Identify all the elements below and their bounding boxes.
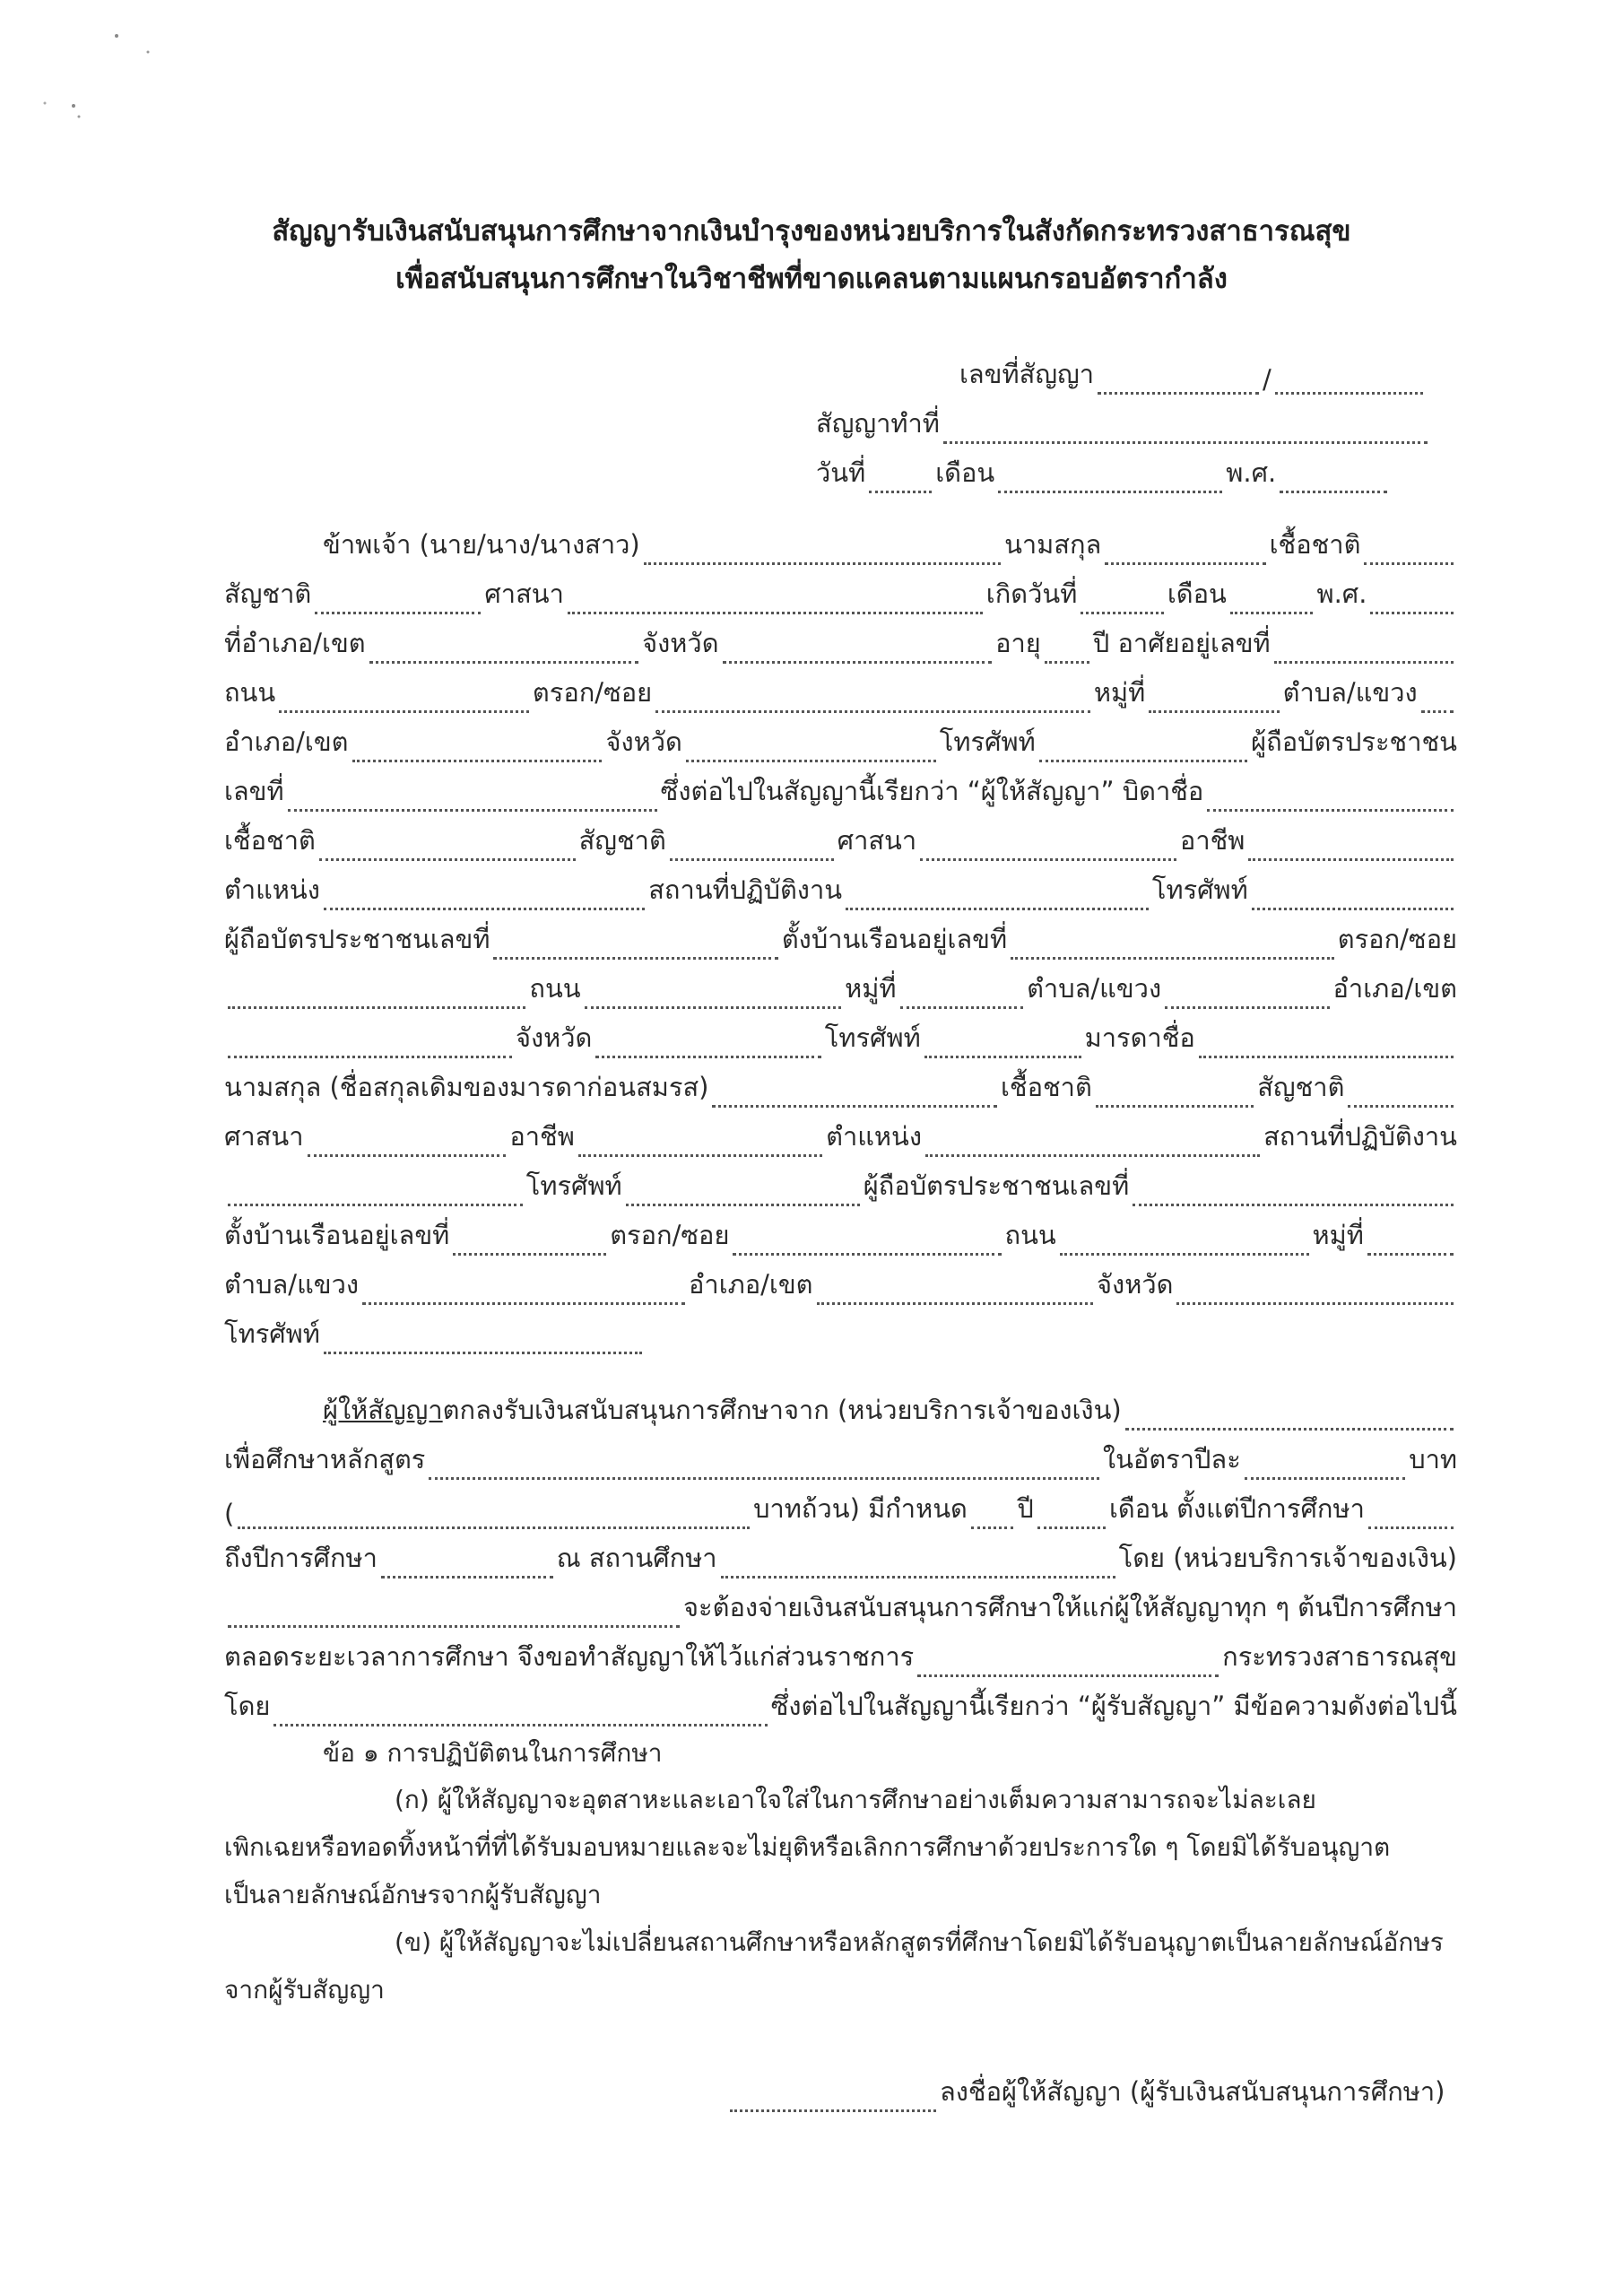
- father-alley-field[interactable]: [228, 976, 525, 1009]
- agreement-row-6: ตลอดระยะเวลาการศึกษา จึงขอทำสัญญาให้ไว้แก่ส่วนราชการ กระทรวงสาธารณสุข: [224, 1634, 1457, 1677]
- birth-province-field[interactable]: [723, 631, 993, 664]
- made-at-row: สัญญาทำที่: [816, 401, 1431, 444]
- date-day-field[interactable]: [869, 460, 932, 493]
- form-row-13: ศาสนา อาชีพ ตำแหน่ง สถานที่ปฏิบัติงาน: [224, 1114, 1457, 1157]
- father-village-no-field[interactable]: [900, 976, 1024, 1009]
- curriculum-field[interactable]: [429, 1447, 1099, 1480]
- id-card-number-field[interactable]: [288, 778, 657, 812]
- mother-phone-field[interactable]: [626, 1173, 860, 1206]
- form-row-14: โทรศัพท์ ผู้ถือบัตรประชาชนเลขที่: [224, 1163, 1457, 1206]
- father-occupation-field[interactable]: [1248, 828, 1454, 861]
- mother-province-field[interactable]: [1176, 1272, 1454, 1305]
- district-field[interactable]: [352, 729, 603, 762]
- agreement-row-1: ผู้ให้สัญญา ตกลงรับเงินสนับสนุนการศึกษาจาก (หน่วยบริการเจ้าของเงิน): [323, 1387, 1457, 1431]
- mother-nationality-field[interactable]: [1348, 1074, 1454, 1108]
- contract-number-field[interactable]: [1098, 361, 1259, 395]
- mother-house-number-field[interactable]: [453, 1222, 606, 1256]
- clause-k-line-3: เป็นลายลักษณ์อักษรจากผู้รับสัญญา: [224, 1880, 602, 1909]
- mother-subdistrict-field[interactable]: [362, 1272, 685, 1305]
- contract-year-field[interactable]: [1275, 361, 1423, 395]
- father-phone-field[interactable]: [1252, 877, 1454, 910]
- clause-k-line-2: เพิกเฉยหรือทอดทิ้งหน้าที่ที่ได้รับมอบหมายและจะไม่ยุติหรือเลิกการศึกษาด้วยประการใด ๆ โดยมิได้รับอนุญาต: [224, 1832, 1391, 1862]
- signature-field[interactable]: [730, 2079, 936, 2112]
- government-agency-field[interactable]: [917, 1644, 1219, 1677]
- first-name-field[interactable]: [644, 532, 1001, 565]
- amount-in-words-field[interactable]: [238, 1496, 750, 1529]
- phone-field[interactable]: [1039, 729, 1247, 762]
- house-number-field[interactable]: [1274, 631, 1454, 664]
- road-field[interactable]: [279, 680, 529, 713]
- birth-year-field[interactable]: [1370, 581, 1454, 614]
- father-subdistrict-field[interactable]: [1165, 976, 1329, 1009]
- form-row-11: จังหวัด โทรศัพท์ มารดาชื่อ: [224, 1015, 1457, 1058]
- age-field[interactable]: [1045, 631, 1089, 664]
- father-road-field[interactable]: [585, 976, 842, 1009]
- signature-row: [726, 2069, 1445, 2112]
- mother-home-phone-field[interactable]: [324, 1321, 642, 1354]
- funding-unit-field[interactable]: [1125, 1397, 1454, 1431]
- paying-unit-field[interactable]: [228, 1595, 680, 1628]
- form-row-17: โทรศัพท์: [224, 1311, 646, 1354]
- father-district-field[interactable]: [228, 1025, 512, 1058]
- father-home-phone-field[interactable]: [924, 1025, 1081, 1058]
- mother-id-card-field[interactable]: [1133, 1173, 1454, 1206]
- clause-kh-line-1: (ข) ผู้ให้สัญญาจะไม่เปลี่ยนสถานศึกษาหรือหลักสูตรที่ศึกษาโดยมิได้รับอนุญาตเป็นลายลักษณ์อักษร: [395, 1927, 1444, 1957]
- village-no-field[interactable]: [1149, 680, 1279, 713]
- mother-occupation-field[interactable]: [578, 1124, 822, 1157]
- mother-religion-field[interactable]: [308, 1124, 507, 1157]
- scan-specks: [36, 27, 161, 135]
- form-row-15: ตั้งบ้านเรือนอยู่เลขที่ ตรอก/ซอย ถนน หมู่ที่: [224, 1213, 1457, 1256]
- religion-field[interactable]: [568, 581, 983, 614]
- form-row-3: ที่อำเภอ/เขต จังหวัด อายุ ปี อาศัยอยู่เลขที่: [224, 621, 1457, 664]
- mother-name-field[interactable]: [1199, 1025, 1454, 1058]
- subdistrict-field[interactable]: [1421, 680, 1454, 713]
- duration-years-field[interactable]: [971, 1496, 1014, 1529]
- surname-field[interactable]: [1105, 532, 1265, 565]
- father-position-field[interactable]: [324, 877, 645, 910]
- ethnicity-field[interactable]: [1364, 532, 1454, 565]
- province-field[interactable]: [686, 729, 936, 762]
- nationality-field[interactable]: [315, 581, 481, 614]
- father-religion-field[interactable]: [920, 828, 1176, 861]
- mother-alley-field[interactable]: [733, 1222, 1001, 1256]
- father-province-field[interactable]: [595, 1025, 820, 1058]
- institution-field[interactable]: [721, 1545, 1115, 1578]
- agreement-row-5: จะต้องจ่ายเงินสนับสนุนการศึกษาให้แก่ผู้ให้สัญญาทุก ๆ ต้นปีการศึกษา: [224, 1585, 1457, 1628]
- start-academic-year-field[interactable]: [1368, 1496, 1454, 1529]
- form-row-10: ถนน หมู่ที่ ตำบล/แขวง อำเภอ/เขต: [224, 966, 1457, 1009]
- end-academic-year-field[interactable]: [381, 1545, 553, 1578]
- mother-village-no-field[interactable]: [1367, 1222, 1454, 1256]
- father-workplace-field[interactable]: [846, 877, 1149, 910]
- annual-rate-field[interactable]: [1245, 1447, 1405, 1480]
- birth-day-field[interactable]: [1081, 581, 1164, 614]
- agreement-row-4: ถึงปีการศึกษา ณ สถานศึกษา โดย (หน่วยบริการเจ้าของเงิน): [224, 1535, 1457, 1578]
- form-row-8: ตำแหน่ง สถานที่ปฏิบัติงาน โทรศัพท์: [224, 867, 1457, 910]
- birth-month-field[interactable]: [1230, 581, 1314, 614]
- clause-kh-line-2: จากผู้รับสัญญา: [224, 1975, 385, 2005]
- mother-district-field[interactable]: [817, 1272, 1094, 1305]
- form-row-2: สัญชาติ ศาสนา เกิดวันที่ เดือน พ.ศ.: [224, 571, 1457, 614]
- form-row-4: ถนน ตรอก/ซอย หมู่ที่ ตำบล/แขวง: [224, 670, 1457, 713]
- clause-1-heading: ข้อ ๑ การปฏิบัติตนในการศึกษา: [323, 1738, 663, 1768]
- agreement-row-3: ( บาทถ้วน) มีกำหนด ปี เดือน ตั้งแต่ปีการศึกษา: [224, 1486, 1457, 1529]
- form-row-9: ผู้ถือบัตรประชาชนเลขที่ ตั้งบ้านเรือนอยู่เลขที่ ตรอก/ซอย: [224, 917, 1457, 960]
- alley-field[interactable]: [655, 680, 1090, 713]
- clause-k-line-1: (ก) ผู้ให้สัญญาจะอุตสาหะและเอาใจใส่ในการศึกษาอย่างเต็มความสามารถจะไม่ละเลย: [395, 1785, 1316, 1814]
- title-line-2: เพื่อสนับสนุนการศึกษาในวิชาชีพที่ขาดแคลนตามแผนกรอบอัตรากำลัง: [395, 263, 1228, 295]
- date-month-field[interactable]: [998, 460, 1222, 493]
- title-line-1: สัญญารับเงินสนับสนุนการศึกษาจากเงินบำรุงของหน่วยบริการในสังกัดกระทรวงสาธารณสุข: [272, 215, 1351, 248]
- mother-workplace-field[interactable]: [228, 1173, 523, 1206]
- form-row-1: ข้าพเจ้า (นาย/นาง/นางสาว) นามสกุล เชื้อชาติ: [323, 522, 1457, 565]
- agreement-row-2: เพื่อศึกษาหลักสูตร ในอัตราปีละ บาท: [224, 1437, 1457, 1480]
- made-at-field[interactable]: [943, 411, 1428, 444]
- father-house-number-field[interactable]: [1011, 926, 1334, 960]
- recipient-representative-field[interactable]: [273, 1693, 767, 1726]
- form-row-6: เลขที่ ซึ่งต่อไปในสัญญานี้เรียกว่า “ผู้ให้สัญญา” บิดาชื่อ: [224, 769, 1457, 812]
- father-nationality-field[interactable]: [670, 828, 834, 861]
- birth-district-field[interactable]: [369, 631, 639, 664]
- father-ethnicity-field[interactable]: [319, 828, 576, 861]
- form-row-5: อำเภอ/เขต จังหวัด โทรศัพท์ ผู้ถือบัตรประชาชน: [224, 719, 1457, 762]
- father-name-field[interactable]: [1207, 778, 1454, 812]
- mother-maiden-name-field[interactable]: [712, 1074, 997, 1108]
- form-row-7: เชื้อชาติ สัญชาติ ศาสนา อาชีพ: [224, 818, 1457, 861]
- mother-position-field[interactable]: [925, 1124, 1260, 1157]
- form-row-16: ตำบล/แขวง อำเภอ/เขต จังหวัด: [224, 1262, 1457, 1305]
- mother-road-field[interactable]: [1060, 1222, 1309, 1256]
- signature-label: ลงชื่อผู้ให้สัญญา (ผู้รับเงินสนับสนุนการศึกษา): [940, 2076, 1445, 2107]
- mother-ethnicity-field[interactable]: [1096, 1074, 1254, 1108]
- contract-number-row: เลขที่สัญญา /: [959, 352, 1427, 395]
- date-row: วันที่ เดือน พ.ศ.: [816, 450, 1391, 493]
- father-id-card-field[interactable]: [493, 926, 777, 960]
- duration-months-field[interactable]: [1037, 1496, 1106, 1529]
- date-year-field[interactable]: [1280, 460, 1387, 493]
- agreement-row-7: โดย ซึ่งต่อไปในสัญญานี้เรียกว่า “ผู้รับสัญญา” มีข้อความดังต่อไปนี้: [224, 1683, 1457, 1726]
- form-row-12: นามสกุล (ชื่อสกุลเดิมของมารดาก่อนสมรส) เชื้อชาติ สัญชาติ: [224, 1065, 1457, 1108]
